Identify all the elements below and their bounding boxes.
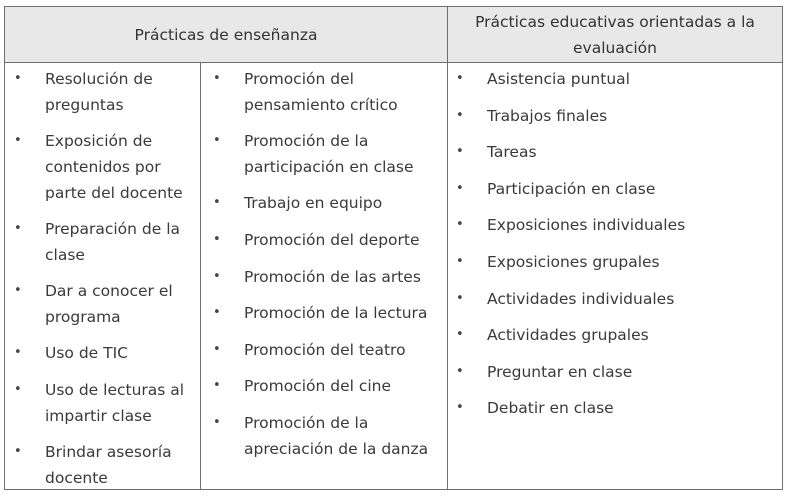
- list-item: • Uso de lecturas al impartir clase: [45, 377, 184, 429]
- list-item: • Preparación de la clase: [45, 216, 180, 268]
- header-evaluation-label-line2: evaluación: [573, 38, 657, 57]
- bullet-icon: •: [456, 291, 464, 306]
- bullet-icon: •: [456, 217, 464, 232]
- bullet-icon: •: [14, 382, 22, 397]
- list-item: • Brindar asesoría docente: [45, 439, 172, 491]
- bullet-icon: •: [14, 71, 22, 86]
- bullet-icon: •: [456, 364, 464, 379]
- bullet-icon: •: [14, 283, 22, 298]
- teaching-column-2: [200, 63, 447, 489]
- header-evaluation-practices: [447, 7, 782, 63]
- list-item: • Uso de TIC: [45, 340, 128, 366]
- list-item: • Exposiciones individuales: [487, 212, 685, 238]
- list-item: • Debatir en clase: [487, 395, 614, 421]
- list-item: • Promoción del pensamiento crítico: [244, 66, 398, 118]
- list-item: • Promoción de la participación en clase: [244, 128, 414, 180]
- bullet-icon: •: [213, 269, 221, 284]
- header-evaluation-label-line1: Prácticas educativas orientadas a la: [475, 12, 755, 31]
- bullet-icon: •: [213, 71, 221, 86]
- list-item: • Promoción de la apreciación de la danza: [244, 410, 428, 462]
- list-item: • Trabajo en equipo: [244, 190, 382, 216]
- list-item: • Trabajos finales: [487, 103, 607, 129]
- bullet-icon: •: [14, 221, 22, 236]
- bullet-icon: •: [456, 181, 464, 196]
- list-item: • Promoción de las artes: [244, 264, 421, 290]
- bullet-icon: •: [456, 327, 464, 342]
- bullet-icon: •: [456, 254, 464, 269]
- list-item: • Resolución de preguntas: [45, 66, 153, 118]
- bullet-icon: •: [456, 144, 464, 159]
- bullet-icon: •: [213, 342, 221, 357]
- bullet-icon: •: [456, 71, 464, 86]
- list-item: • Actividades grupales: [487, 322, 649, 348]
- list-item: • Asistencia puntual: [487, 66, 630, 92]
- header-teaching-practices: [5, 7, 447, 63]
- list-item: • Tareas: [487, 139, 537, 165]
- bullet-icon: •: [213, 415, 221, 430]
- bullet-icon: •: [213, 133, 221, 148]
- bullet-icon: •: [14, 133, 22, 148]
- bullet-icon: •: [14, 345, 22, 360]
- list-item: • Exposiciones grupales: [487, 249, 660, 275]
- list-item: • Preguntar en clase: [487, 359, 632, 385]
- list-item: • Promoción del cine: [244, 373, 391, 399]
- list-item: • Promoción del teatro: [244, 337, 406, 363]
- list-item: • Promoción del deporte: [244, 227, 420, 253]
- list-item: • Dar a conocer el programa: [45, 278, 173, 330]
- bullet-icon: •: [213, 232, 221, 247]
- bullet-icon: •: [213, 195, 221, 210]
- list-item: • Promoción de la lectura: [244, 300, 427, 326]
- list-item: • Exposición de contenidos por parte del docente: [45, 128, 183, 206]
- teaching-column-1: [5, 63, 200, 489]
- bullet-icon: •: [14, 444, 22, 459]
- bullet-icon: •: [213, 378, 221, 393]
- practices-table: [4, 6, 783, 490]
- list-item: • Actividades individuales: [487, 286, 674, 312]
- bullet-icon: •: [456, 400, 464, 415]
- list-item: • Participación en clase: [487, 176, 655, 202]
- bullet-icon: •: [213, 305, 221, 320]
- bullet-icon: •: [456, 108, 464, 123]
- evaluation-column: [447, 63, 782, 489]
- header-teaching-label: Prácticas de enseñanza: [134, 25, 318, 44]
